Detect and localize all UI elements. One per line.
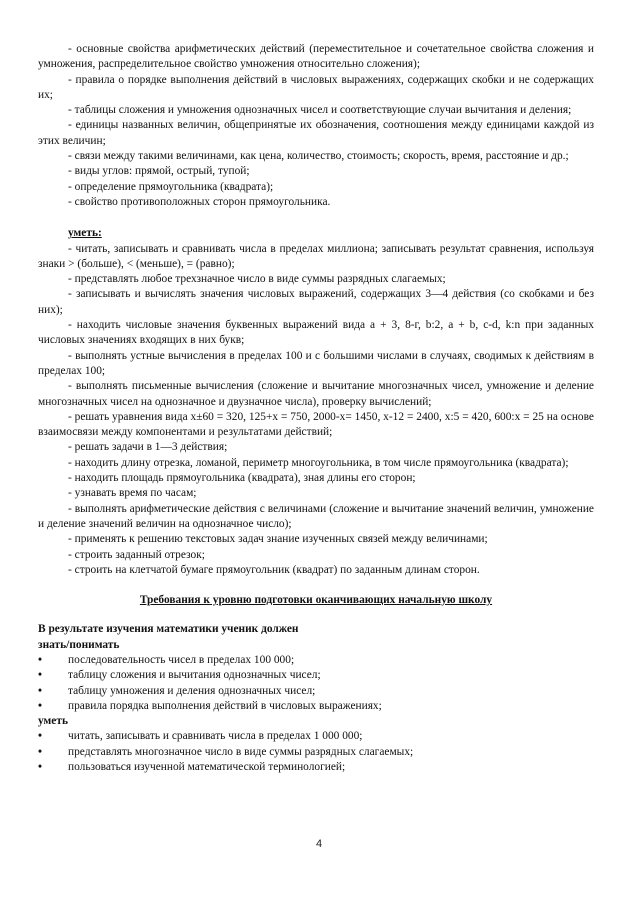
requirements-intro: В результате изучения математики ученик должен	[38, 623, 299, 636]
bullet-icon: •	[38, 669, 42, 682]
bullet-text: таблицу сложения и вычитания однозначных чисел;	[68, 669, 321, 682]
bullet-icon: •	[38, 761, 42, 774]
knowledge-item: - определение прямоугольника (квадрата);	[68, 180, 274, 193]
page-number: 4	[315, 838, 323, 850]
skill-item: - находить длину отрезка, ломаной, периметр многоугольника, в том числе прямоугольника (квадрата);	[68, 456, 569, 469]
skill-item: - представлять любое трехзначное число в виде суммы разрядных слагаемых;	[68, 273, 446, 286]
knowledge-item: - правила о порядке выполнения действий в числовых выражениях, содержащих скобки и не содержащих их;	[38, 73, 594, 101]
know-bullet-list	[38, 653, 594, 714]
bullet-icon: •	[38, 653, 42, 666]
bullet-item	[38, 684, 594, 699]
bullet-icon: •	[38, 699, 42, 712]
knowledge-item: - таблицы сложения и умножения однозначных чисел и соответствующие случаи вычитания и деления;	[68, 104, 572, 117]
bullet-icon: •	[38, 745, 42, 758]
bullet-item	[38, 729, 594, 744]
skill-item: - строить заданный отрезок;	[68, 548, 205, 561]
skill-item: - находить площадь прямоугольника (квадрата), зная длины его сторон;	[68, 472, 416, 485]
able-bullet-list	[38, 729, 594, 775]
bullet-item	[38, 699, 594, 714]
bullet-item	[38, 760, 594, 775]
skill-item: - решать уравнения вида х±60 = 320, 125+х = 750, 2000-х= 1450, х-12 = 2400, х:5 = 420, 600:х = 25 на основе взаимосвязи между компонентами и результатами действий;	[38, 410, 594, 439]
skill-item: - выполнять устные вычисления в пределах 100 и с большими числами в случаях, сводимых к действиям в пределах 100;	[38, 349, 594, 377]
know-heading: знать/понимать	[38, 638, 120, 651]
bullet-text: читать, записывать и сравнивать числа в пределах 1 000 000;	[68, 730, 363, 743]
bullet-text: таблицу умножения и деления однозначных чисел;	[68, 684, 316, 697]
knowledge-item: - основные свойства арифметических действий (переместительное и сочетательное свойства сложения и умножения, распределительное свойство умножения относительно сложения);	[38, 43, 594, 71]
knowledge-item: - связи между такими величинами, как цена, количество, стоимость; скорость, время, расстояние и др.;	[68, 150, 569, 163]
skill-item: - выполнять арифметические действия с величинами (сложение и вычитание значений величин, умножение и деление значений величин на однозначное число);	[38, 502, 594, 530]
skill-item: - узнавать время по часам;	[68, 487, 197, 500]
page-body	[38, 0, 594, 775]
able-heading: уметь	[38, 715, 68, 728]
skills-heading: уметь:	[68, 227, 102, 240]
skill-item: - находить числовые значения буквенных выражений вида a + 3, 8-г, b:2, a + b, c-d, k:n при заданных числовых значениях входящих в них букв;	[38, 319, 594, 347]
bullet-text: пользоваться изученной математической терминологией;	[68, 761, 346, 774]
knowledge-item: - виды углов: прямой, острый, тупой;	[68, 165, 250, 178]
bullet-icon: •	[38, 684, 42, 697]
bullet-item	[38, 745, 594, 760]
skill-item: - читать, записывать и сравнивать числа в пределах миллиона; записывать результат сравнения, используя знаки > (больше), < (меньше), = (равно);	[38, 242, 594, 270]
skills-list	[38, 242, 594, 579]
bullet-text: правила порядка выполнения действий в числовых выражениях;	[68, 699, 382, 712]
bullet-icon: •	[38, 730, 42, 743]
knowledge-item: - единицы названных величин, общепринятые их обозначения, соотношения между единицами каждой из этих величин;	[38, 119, 594, 147]
skill-item: - решать задачи в 1—3 действия;	[68, 441, 228, 454]
skill-item: - применять к решению текстовых задач знание изученных связей между величинами;	[68, 533, 488, 546]
knowledge-item: - свойство противоположных сторон прямоугольника.	[68, 195, 331, 208]
skill-item: - строить на клетчатой бумаге прямоугольник (квадрат) по заданным длинам сторон.	[68, 563, 480, 576]
skill-item: - выполнять письменные вычисления (сложение и вычитание многозначных чисел, умножение и деление многозначных чисел на однозначное и двузначное числа), проверку вычислений;	[38, 380, 594, 408]
bullet-text: последовательность чисел в пределах 100 000;	[68, 653, 295, 666]
knowledge-list	[38, 0, 594, 210]
skill-item: - записывать и вычислять значения числовых выражений, содержащих 3—4 действия (со скобками и без них);	[38, 288, 594, 316]
bullet-item	[38, 668, 594, 683]
bullet-text: представлять многозначное число в виде суммы разрядных слагаемых;	[68, 745, 414, 758]
bullet-item	[38, 653, 594, 668]
requirements-title: Требования к уровню подготовки оканчивающих начальную школу	[139, 594, 493, 607]
